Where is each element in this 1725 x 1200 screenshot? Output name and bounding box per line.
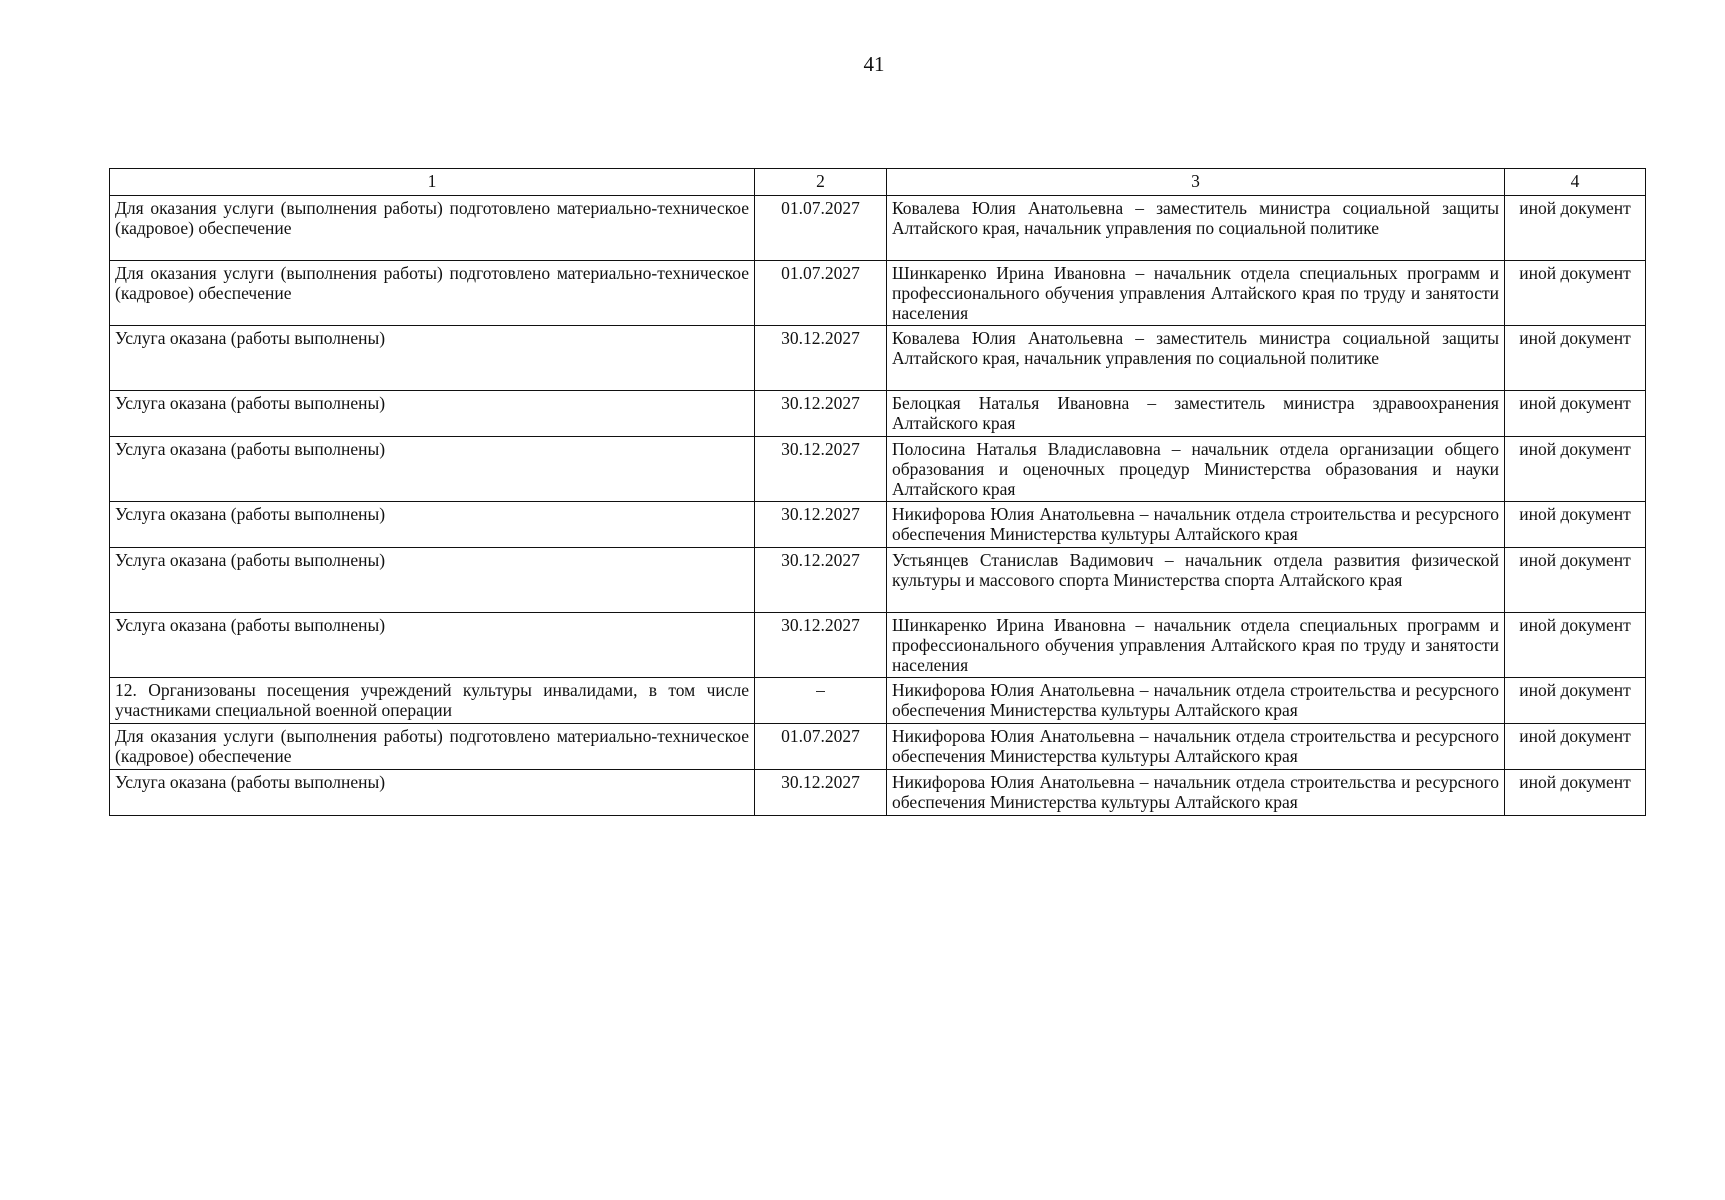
document-type-cell: иной документ [1505, 548, 1646, 613]
responsible-cell: Шинкаренко Ирина Ивановна – начальник отдела специальных программ и профессионального обучения управления Алтайского края по труду и занятости населения [887, 261, 1505, 326]
document-type-cell: иной документ [1505, 196, 1646, 261]
date-cell: 30.12.2027 [755, 613, 887, 678]
event-cell: Услуга оказана (работы выполнены) [110, 548, 755, 613]
table-row [110, 326, 1646, 391]
table-row [110, 770, 1646, 816]
responsible-cell: Никифорова Юлия Анатольевна – начальник отдела строительства и ресурсного обеспечения Министерства культуры Алтайского края [887, 502, 1505, 548]
column-header-1: 1 [110, 169, 755, 196]
date-cell: 01.07.2027 [755, 196, 887, 261]
table-row [110, 391, 1646, 437]
responsible-cell: Ковалева Юлия Анатольевна – заместитель министра социальной защиты Алтайского края, начальник управления по социальной политике [887, 326, 1505, 391]
responsible-cell: Никифорова Юлия Анатольевна – начальник отдела строительства и ресурсного обеспечения Министерства культуры Алтайского края [887, 678, 1505, 724]
date-cell: – [755, 678, 887, 724]
document-type-cell: иной документ [1505, 613, 1646, 678]
event-cell: Услуга оказана (работы выполнены) [110, 770, 755, 816]
document-type-cell: иной документ [1505, 261, 1646, 326]
page-number: 41 [863, 52, 885, 76]
column-header-3: 3 [887, 169, 1505, 196]
document-type-cell: иной документ [1505, 437, 1646, 502]
column-header-4: 4 [1505, 169, 1646, 196]
table-row [110, 724, 1646, 770]
table-row [110, 548, 1646, 613]
date-cell: 01.07.2027 [755, 261, 887, 326]
date-cell: 30.12.2027 [755, 326, 887, 391]
event-cell: Услуга оказана (работы выполнены) [110, 326, 755, 391]
responsible-cell: Никифорова Юлия Анатольевна – начальник отдела строительства и ресурсного обеспечения Министерства культуры Алтайского края [887, 770, 1505, 816]
responsible-cell: Ковалева Юлия Анатольевна – заместитель министра социальной защиты Алтайского края, начальник управления по социальной политике [887, 196, 1505, 261]
table-row [110, 437, 1646, 502]
document-type-cell: иной документ [1505, 724, 1646, 770]
event-cell: 12. Организованы посещения учреждений культуры инвалидами, в том числе участниками специальной военной операции [110, 678, 755, 724]
date-cell: 30.12.2027 [755, 548, 887, 613]
column-header-2: 2 [755, 169, 887, 196]
document-type-cell: иной документ [1505, 391, 1646, 437]
plan-table [109, 168, 1646, 816]
table-row [110, 613, 1646, 678]
date-cell: 01.07.2027 [755, 724, 887, 770]
event-cell: Для оказания услуги (выполнения работы) подготовлено материально-техническое (кадровое) обеспечение [110, 261, 755, 326]
table-row [110, 261, 1646, 326]
event-cell: Услуга оказана (работы выполнены) [110, 613, 755, 678]
document-type-cell: иной документ [1505, 502, 1646, 548]
table-row [110, 678, 1646, 724]
event-cell: Услуга оказана (работы выполнены) [110, 437, 755, 502]
event-cell: Услуга оказана (работы выполнены) [110, 502, 755, 548]
document-type-cell: иной документ [1505, 326, 1646, 391]
table-row [110, 502, 1646, 548]
table-row [110, 196, 1646, 261]
responsible-cell: Шинкаренко Ирина Ивановна – начальник отдела специальных программ и профессионального обучения управления Алтайского края по труду и занятости населения [887, 613, 1505, 678]
responsible-cell: Никифорова Юлия Анатольевна – начальник отдела строительства и ресурсного обеспечения Министерства культуры Алтайского края [887, 724, 1505, 770]
document-type-cell: иной документ [1505, 678, 1646, 724]
document-type-cell: иной документ [1505, 770, 1646, 816]
responsible-cell: Устьянцев Станислав Вадимович – начальник отдела развития физической культуры и массового спорта Министерства спорта Алтайского края [887, 548, 1505, 613]
date-cell: 30.12.2027 [755, 770, 887, 816]
event-cell: Для оказания услуги (выполнения работы) подготовлено материально-техническое (кадровое) обеспечение [110, 724, 755, 770]
date-cell: 30.12.2027 [755, 391, 887, 437]
date-cell: 30.12.2027 [755, 502, 887, 548]
responsible-cell: Белоцкая Наталья Ивановна – заместитель министра здравоохранения Алтайского края [887, 391, 1505, 437]
date-cell: 30.12.2027 [755, 437, 887, 502]
table-header-row [110, 169, 1646, 196]
event-cell: Услуга оказана (работы выполнены) [110, 391, 755, 437]
event-cell: Для оказания услуги (выполнения работы) подготовлено материально-техническое (кадровое) обеспечение [110, 196, 755, 261]
responsible-cell: Полосина Наталья Владиславовна – начальник отдела организации общего образования и оценочных процедур Министерства образования и науки Алтайского края [887, 437, 1505, 502]
